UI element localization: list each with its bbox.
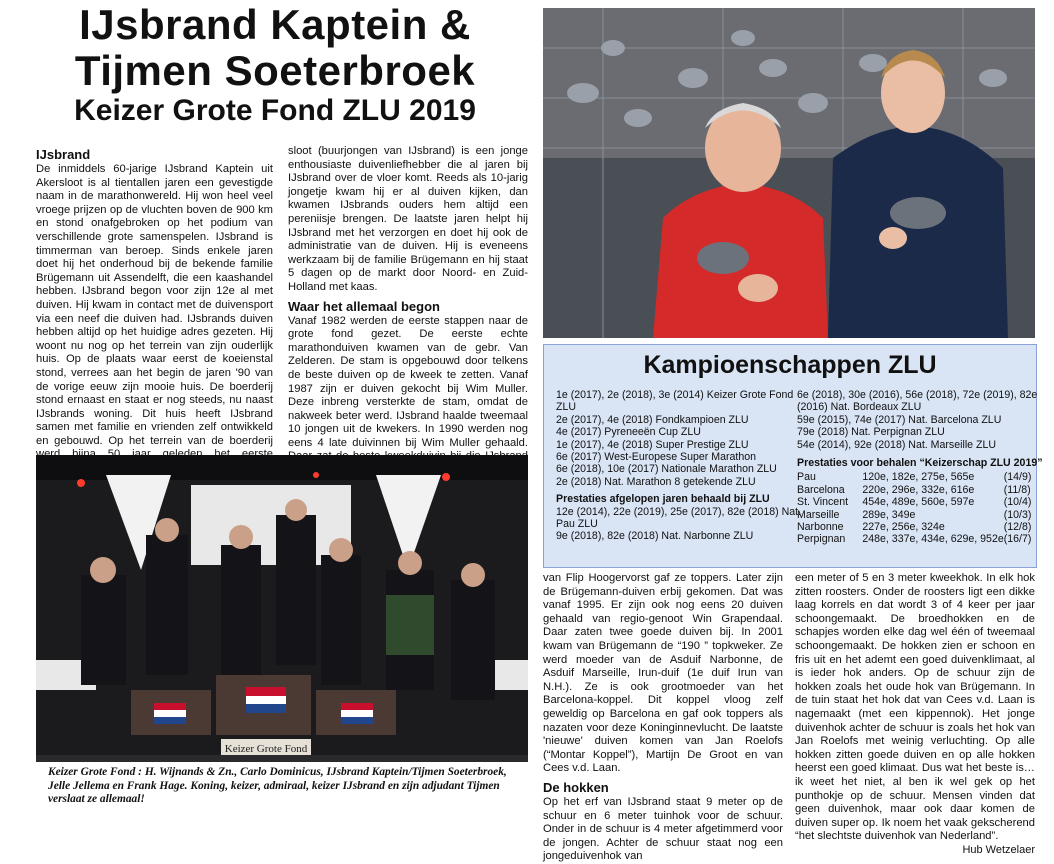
- kampioen-left-item2: Pau ZLU: [556, 518, 598, 531]
- section-heading-ijsbrand: IJsbrand: [36, 147, 91, 162]
- kampioen-left-item: 2e (2017), 4e (2018) Fondkampioen ZLU: [556, 413, 749, 426]
- kampioen-left-item: 1e (2017), 4e (2018) Super Prestige ZLU: [556, 438, 749, 451]
- kampioen-left-item: 1e (2017), 2e (2018), 3e (2014) Keizer Grote Fond: [556, 389, 794, 401]
- prestatie-places: 248e, 337e, 434e, 629e, 952e: [862, 533, 1004, 546]
- prestatie-places: 227e, 256e, 324e: [862, 521, 945, 534]
- prestatie-race: Marseille: [797, 508, 840, 521]
- kampioenschappen-box: [543, 344, 1043, 568]
- prestatie-score: (11/8): [1003, 483, 1031, 496]
- prestatie-race: Narbonne: [797, 521, 844, 534]
- prestatie-race: Perpignan: [797, 533, 846, 546]
- kampioen-left-item: 2e (2018) Nat. Marathon 8 getekende ZLU: [556, 475, 756, 488]
- prestatie-score: (14/9): [1003, 471, 1032, 484]
- prestatie-race: St. Vincent: [797, 496, 849, 509]
- headline-line1: IJsbrand Kaptein &: [79, 1, 471, 48]
- kampioen-left-item: 6e (2018), 10e (2017) Nationale Marathon ZLU: [556, 463, 777, 476]
- photo-podium-illustration: [36, 455, 528, 762]
- paragraph-toppers: van Flip Hoogervorst gaf ze toppers. Later zijn de Brügemann-duiven erbij gekomen. Dat was vanaf 1995. Er zijn ook nog eens 20 duiven gehaald van regio-genoot Win Grapendaal. Daar zaten twee goede duiven bij. In 2001 kwam van Brügemann de “190 ” topkweker. Ze werd moeder van de Asduif Narbonne, de Asduif Marseille, Irun-duif (1e duif Irun van N.H.). Ze is ook grootmoeder van het Barcelona-koppel. Dit koppel vloog zelf geweldig op Barcelona en gaf ook toppers als nazaten voor deze Koninginnevlucht. De laatste 'nieuwe' duiven komen van Jan Roelofs (“Montar Koppel”), Martijn De Groot en van Cees v.d. Laan.: [543, 572, 783, 775]
- prestatie-row: [797, 484, 1033, 496]
- kampioen-left-item: 4e (2017) Pyreneeën Cup ZLU: [556, 426, 701, 439]
- kampioen-left-list: [556, 389, 801, 543]
- prestatie-race: Pau: [797, 471, 816, 484]
- kampioen-right-item: (2016) Nat. Bordeaux ZLU: [797, 401, 922, 414]
- prestatie-score: (10/4): [1003, 496, 1032, 509]
- paragraph-hokken-continued: een meter of 5 en 3 meter kweekhok. In elk hok zitten roosters. Onder de roosters ligt een dikke laag korrels en dat wordt 3 of 4 keer per jaar schoongemaakt. De broedhokken en de schapjes worden elke dag wel één of tweemaal schoongemaakt. De hokken zien er schoon en fris uit en het ademt een goed duivenklimaat, al is ieder hok anders. Op de schuur zijn de hokken zoals het oude hok van Brügemann. In de tuin staat het hok dat van Cees v.d. Laan is nagemaakt (met een kippennok). Het jonge duivenhok achter de schuur is zoals het hok van Jan Roelofs met weinig verluchting. Op alle hokken zitten goede duiven en op alle hokken heerst een goed klimaat. Dus wat het beste is… ik weet het niet, al ben ik wel gek op het punthokje op de schuur. Mensen vinden dat geen duivenhok, maar ook daar komen de duiven super op. Ik noem het vaak gekscherend “het slechtste duivenhok van Nederland”.: [795, 572, 1035, 843]
- photo-pigeon-loft: [543, 8, 1035, 338]
- paragraph-de-hokken: Op het erf van IJsbrand staat 9 meter op de schuur en 6 meter tuinhok voor de schuur. Onder in de schuur is 4 meter afgetimmerd voor de jongen. Achter de schuur staat nog een jongeduivenhok van: [543, 795, 783, 863]
- prestatie-score: (16/7): [1003, 533, 1032, 546]
- kampioen-left-item2: 12e (2014), 22e (2019), 25e (2017), 82e (2018) Nat.: [556, 505, 801, 518]
- kampioenschappen-title: Kampioenschappen ZLU: [643, 351, 937, 379]
- section-heading-de-hokken: De hokken: [543, 779, 609, 795]
- paragraph-ijsbrand: De inmiddels 60-jarige IJsbrand Kaptein uit Akersloot is al tientallen jaren een gevestigde naam in de marathonwereld. Hij won heel veel vroege prijzen op de vluchten boven de 900 km en stond onafgebroken op het podium van verschillende grote samenspelen. IJsbrand is timmerman van beroep. Sinds enkele jaren doet hij het onderhoud bij de bekende familie Brügemann uit Assendelft, die een kaashandel hebben. IJsbrand begon voor zijn 12e al met duiven. Hij kwam in contact met de duivensport via een neef die duiven had. IJsbrands duiven hebben altijd op het huidige adres gezeten. Hij woont nu nog op het terrein van zijn ouderlijk huis. Op de plaats waar eerst de koeienstal stond, verrees aan het begin de jaren '90 van de vorige eeuw zijn mooie huis. De boerderij stond ernaast en staat er nog steeds, nu naast IJsbrands woning. Dit huis heeft IJsbrand samen met familie en vrienden zelf ontwikkeld en gebouwd. Op het terrein van de boerderij: [36, 163, 273, 447]
- prestaties-table: [797, 471, 1033, 545]
- photo-podium: [36, 455, 528, 762]
- article-column-3: [543, 572, 783, 864]
- prestatie-places: 220e, 296e, 332e, 616e: [862, 483, 975, 496]
- prestatie-row: [797, 509, 1033, 521]
- kampioen-left-item: ZLU: [556, 401, 577, 414]
- prestatie-places: 289e, 349e: [862, 508, 916, 521]
- kampioen-right-item: 6e (2018), 30e (2016), 56e (2018), 72e (2019), 82e: [797, 389, 1038, 401]
- kampioen-right-item: 79e (2018) Nat. Perpignan ZLU: [797, 426, 945, 439]
- prestatie-row: [797, 496, 1033, 508]
- prestatie-row: [797, 533, 1033, 545]
- prestatie-score: (12/8): [1003, 521, 1032, 534]
- paragraph-waar-begon: Vanaf 1982 werden de eerste stappen naar de grote fond gezet. De eerste echte marathonduiven kwamen van de gebr. Van Zelderen. De stam is opgebouwd door telkens de beste duiven op de kweek te zetten. Vanaf 1987 zijn er duiven gekocht bij Wim Muller. Deze inbreng versterkte de stam, omdat de nakweek beter werd. IJsbrand haalde tweemaal 10 jongen uit de kwekers. In 1990 werden nog eens 4 late duivinnen bij Wim Muller gehaald.: [288, 314, 528, 449]
- kampioen-right-list: [797, 389, 1043, 546]
- headline-subtitle: Keizer Grote Fond ZLU 2019: [74, 94, 476, 127]
- photo-caption: Keizer Grote Fond : H. Wijnands & Zn., Carlo Dominicus, IJsbrand Kaptein/Tijmen Soeterbroek, Jelle Jellema en Frank Hage. Koning, keizer, admiraal, keizer IJsbrand en zijn adjudant Tijmen verslaat ze allemaal!: [48, 766, 507, 806]
- prestatie-race: Barcelona: [797, 483, 845, 496]
- kampioen-right-heading: Prestaties voor behalen “Keizerschap ZLU 2019”: [797, 457, 1043, 470]
- headline-line2: Tijmen Soeterbroek: [74, 47, 476, 94]
- kampioen-left-item2: 9e (2018), 82e (2018) Nat. Narbonne ZLU: [556, 530, 754, 543]
- prestatie-row: [797, 471, 1033, 483]
- prestatie-places: 454e, 489e, 560e, 597e: [862, 496, 975, 509]
- section-heading-waar-begon: Waar het allemaal begon: [288, 298, 440, 314]
- author-signature: Hub Wetzelaer: [962, 843, 1035, 856]
- kampioen-right-item: 54e (2014), 92e (2018) Nat. Marseille ZLU: [797, 438, 997, 451]
- prestatie-score: (10/3): [1003, 508, 1032, 521]
- photo-pigeon-loft-illustration: [543, 8, 1035, 338]
- kampioen-left-heading: Prestaties afgelopen jaren behaald bij ZLU: [556, 493, 770, 506]
- paragraph-tijmen-continued: sloot (buurjongen van IJsbrand) is een jonge enthousiaste duivenliefhebber die al jaren bij IJsbrand over de vloer komt. Reeds als 10-jarig jongetje kwam hij er al duiven kijken, dan kwamen IJsbrands ouders hem altijd een pereniisje brengen. De laatste jaren helpt hij IJsbrand met het verzorgen en doet hij ook de administratie van de duiven. Hij is eveneens werkzaam bij de familie Brügemann en hij staat 5 dagen op de markt door Noord- en Zuid-Holland met kaas.: [288, 145, 528, 293]
- prestatie-places: 120e, 182e, 275e, 565e: [862, 471, 975, 484]
- prestatie-row: [797, 521, 1033, 533]
- podium-banner-text: Keizer Grote Fond: [224, 743, 308, 755]
- kampioen-right-item: 59e (2015), 74e (2017) Nat. Barcelona ZLU: [797, 413, 1002, 426]
- kampioen-left-item: 6e (2017) West-Europese Super Marathon: [556, 451, 757, 464]
